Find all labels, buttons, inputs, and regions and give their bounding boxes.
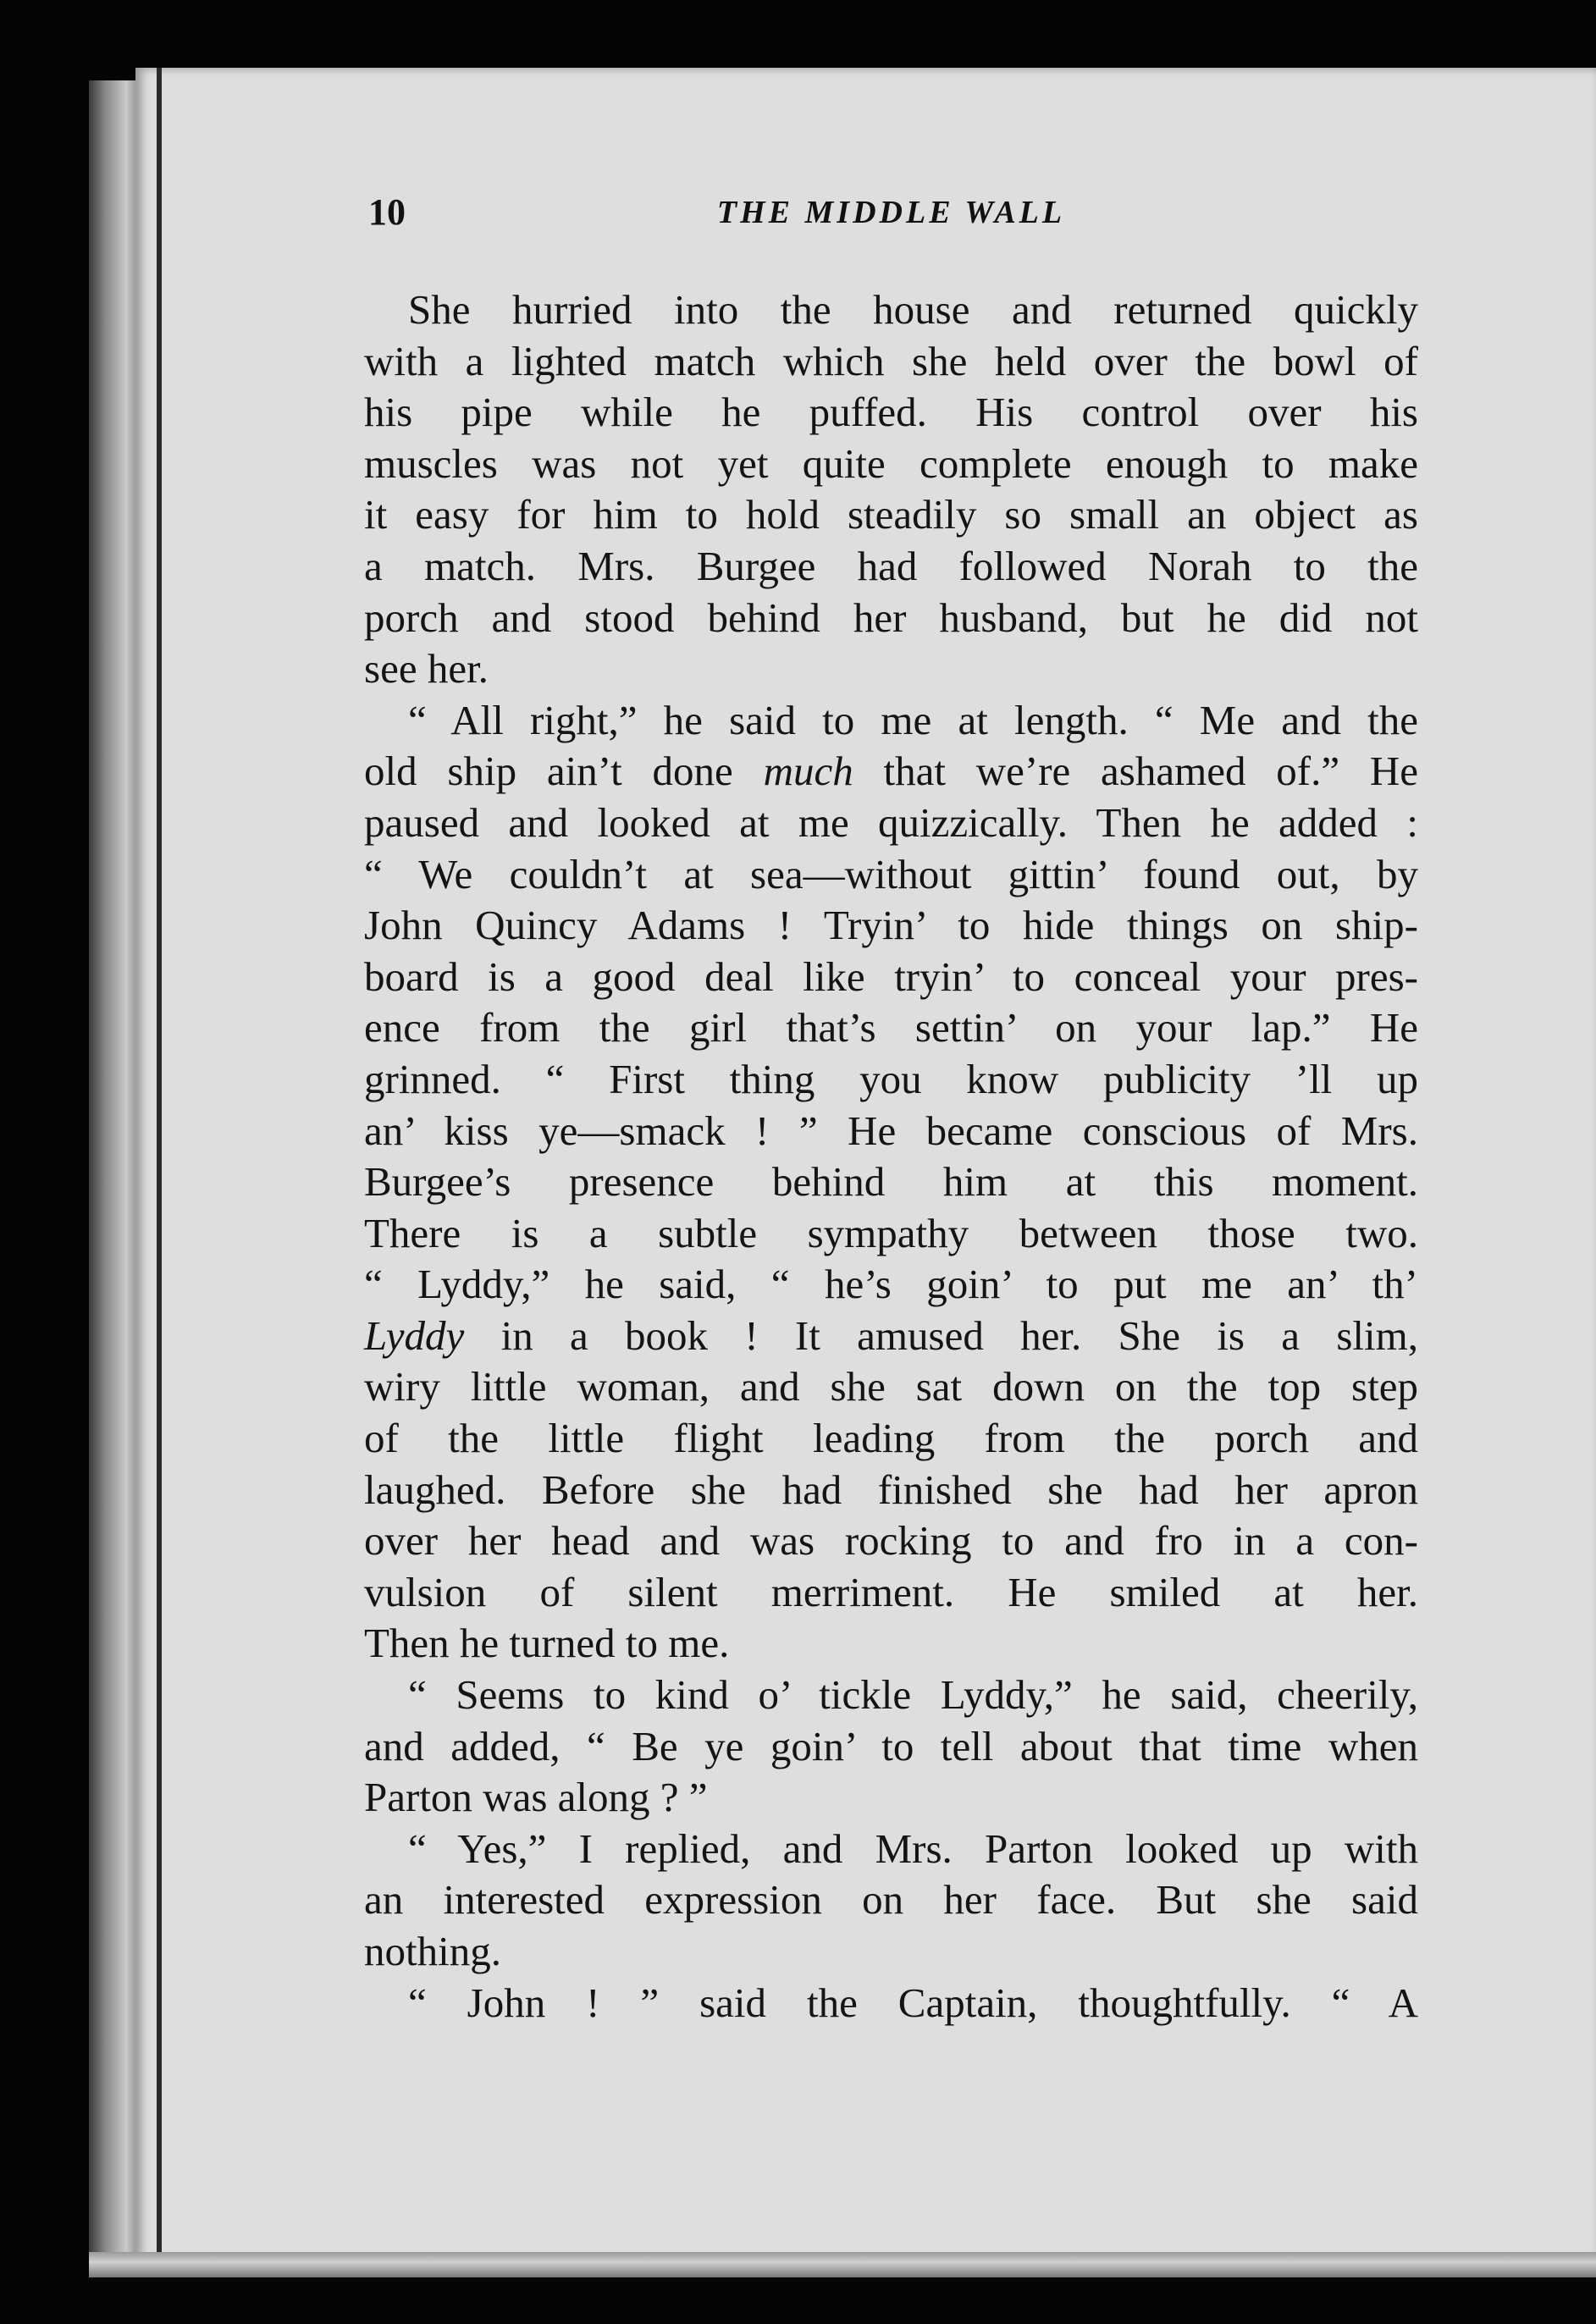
text-line-segment: in a book ! It amused her. She is a slim, <box>464 1311 1418 1359</box>
text-line: porch and stood behind her husband, but he did not <box>364 593 1418 641</box>
page-gutter-shadow <box>157 68 162 2265</box>
italic-word: Lyddy <box>364 1311 465 1359</box>
text-line: his pipe while he puffed. His control over his <box>364 389 1418 436</box>
text-line: “ Lyddy,” he said, “ he’s goin’ to put me an’ th’ <box>364 1261 1418 1308</box>
page-header <box>368 190 1414 250</box>
page-number: 10 <box>368 191 406 233</box>
running-title: THE MIDDLE WALL <box>716 195 1066 230</box>
text-line: muscles was not yet quite complete enough to make <box>364 439 1418 487</box>
text-line: of the little flight leading from the porch and <box>364 1415 1418 1462</box>
text-line: There is a subtle sympathy between those two. <box>364 1209 1418 1256</box>
page-bottom-edge <box>89 2252 1596 2277</box>
text-line: an’ kiss ye—smack ! ” He became conscious of Mrs. <box>364 1107 1418 1154</box>
text-line: wiry little woman, and she sat down on the top step <box>364 1363 1418 1410</box>
text-line <box>364 746 1418 798</box>
text-line: and added, “ Be ye goin’ to tell about that time when <box>364 1722 1418 1769</box>
text-line: laughed. Before she had finished she had her apron <box>364 1466 1418 1513</box>
text-line: grinned. “ First thing you know publicity ’ll up <box>364 1055 1418 1102</box>
italic-word: much <box>763 748 853 795</box>
text-line: “ All right,” he said to me at length. “ Me and the <box>408 696 1418 743</box>
text-line: She hurried into the house and returned quickly <box>408 286 1418 333</box>
text-line: John Quincy Adams ! Tryin’ to hide things on ship- <box>364 902 1418 949</box>
text-line: nothing. <box>364 1928 501 1974</box>
text-line: an interested expression on her face. But she said <box>364 1876 1418 1924</box>
text-line: Then he turned to me. <box>364 1620 730 1667</box>
text-line: board is a good deal like tryin’ to conceal your pres- <box>364 952 1418 1000</box>
text-line <box>364 1311 1418 1362</box>
text-line-segment: that we’re ashamed of.” He <box>853 748 1418 795</box>
text-line: over her head and was rocking to and fro in a con- <box>364 1517 1418 1565</box>
text-line: a match. Mrs. Burgee had followed Norah to the <box>364 542 1418 589</box>
text-line: paused and looked at me quizzically. Then he added : <box>364 798 1418 846</box>
text-line: Parton was along ? ” <box>364 1774 708 1821</box>
text-line: ence from the girl that’s settin’ on your lap.” He <box>364 1004 1418 1052</box>
text-line: “ Yes,” I replied, and Mrs. Parton looked up with <box>408 1824 1418 1872</box>
text-line: with a lighted match which she held over the bowl of <box>364 337 1418 384</box>
text-line: “ Seems to kind o’ tickle Lyddy,” he said, cheerily, <box>408 1671 1418 1719</box>
text-line: it easy for him to hold steadily so small an object as <box>364 491 1418 538</box>
text-line: see her. <box>364 645 489 693</box>
text-line-segment: old ship ain’t done <box>364 748 764 795</box>
text-line: “ John ! ” said the Captain, thoughtfully. “ A <box>408 1979 1418 2026</box>
text-line: Burgee’s presence behind him at this moment. <box>364 1158 1418 1206</box>
text-line: “ We couldn’t at sea—without gittin’ found out, by <box>364 850 1418 897</box>
text-line: vulsion of silent merriment. He smiled at her. <box>364 1568 1418 1615</box>
body-text <box>364 284 1418 2029</box>
